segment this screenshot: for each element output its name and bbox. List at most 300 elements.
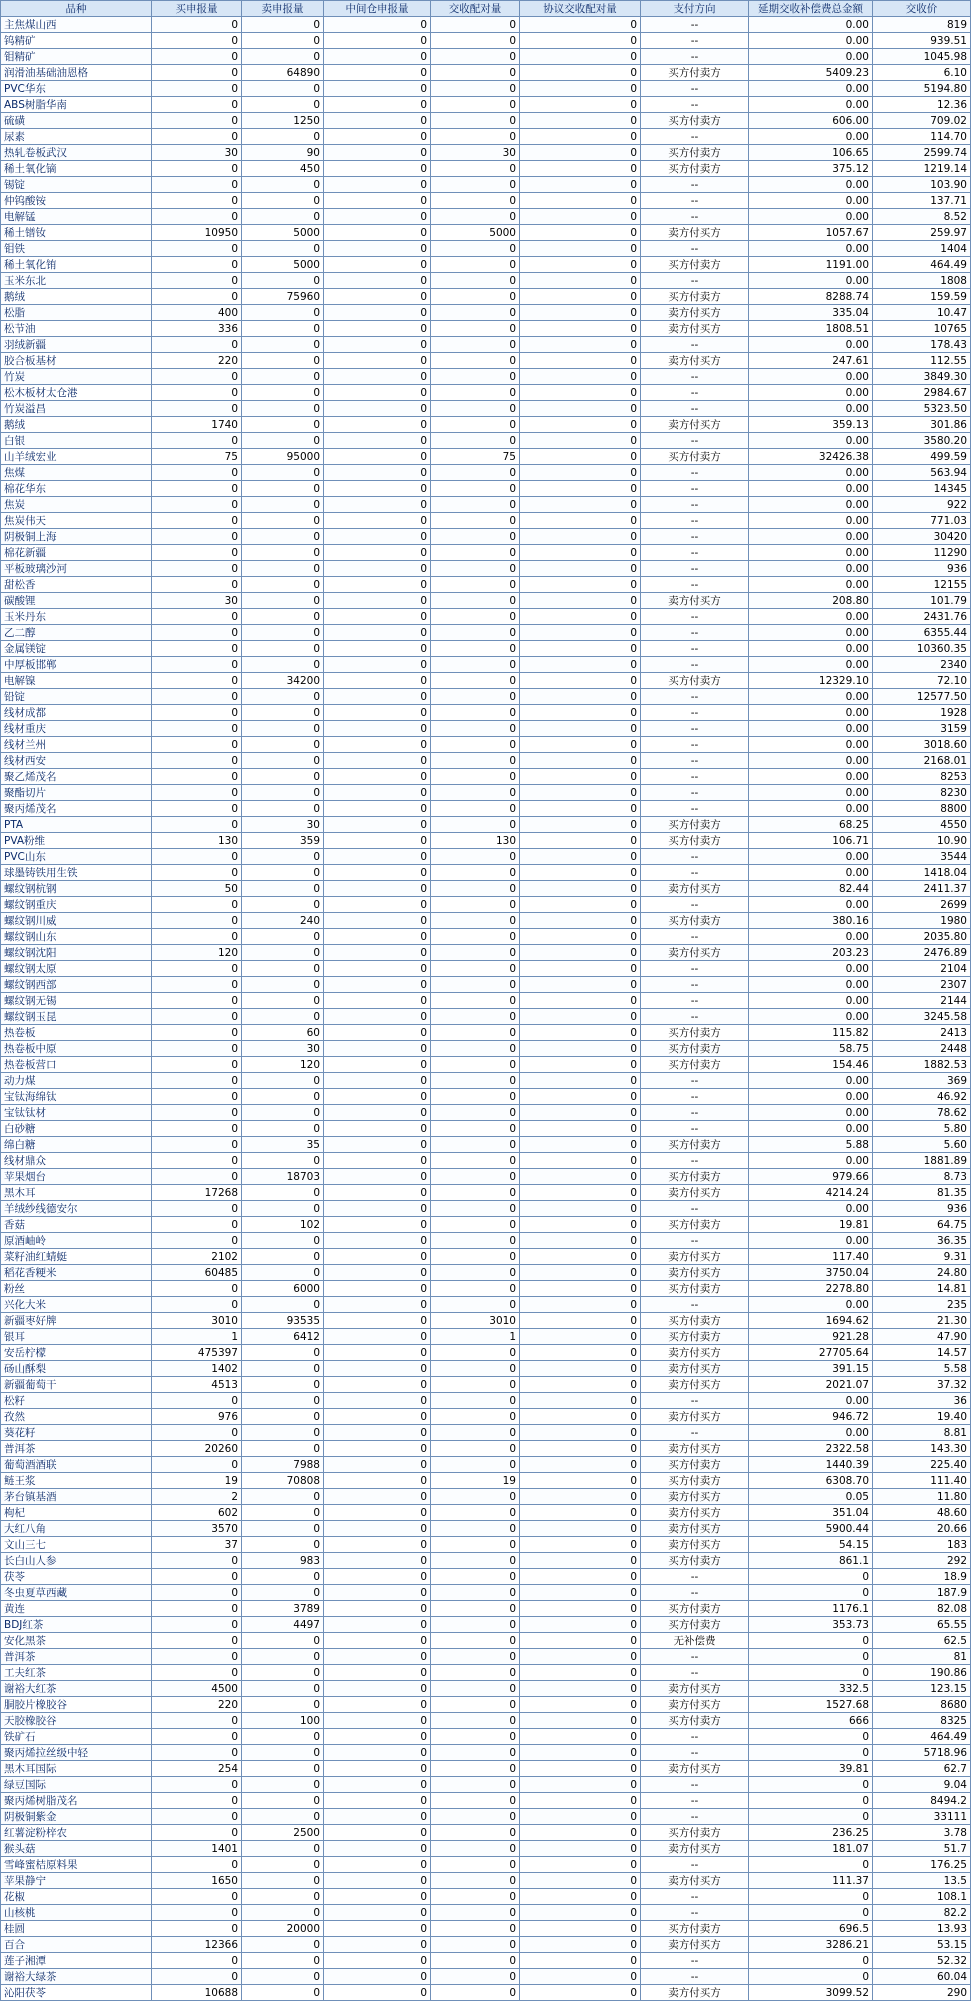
table-row[interactable] <box>1 497 971 513</box>
sell-quantity-cell: 0 <box>242 1841 324 1857</box>
table-row[interactable] <box>1 1841 971 1857</box>
sell-quantity-cell: 0 <box>242 785 324 801</box>
matched-quantity-cell: 0 <box>431 49 520 65</box>
table-row[interactable] <box>1 833 971 849</box>
agreement-matched-cell: 0 <box>520 1137 641 1153</box>
sell-quantity-cell: 0 <box>242 1441 324 1457</box>
settlement-price-cell: 8.81 <box>873 1425 971 1441</box>
matched-quantity-cell: 0 <box>431 417 520 433</box>
table-row[interactable] <box>1 1697 971 1713</box>
table-row[interactable] <box>1 1297 971 1313</box>
settlement-price-cell: 292 <box>873 1553 971 1569</box>
settlement-price-cell: 936 <box>873 561 971 577</box>
intermediate-quantity-cell: 0 <box>324 1569 431 1585</box>
table-row[interactable] <box>1 401 971 417</box>
table-row[interactable] <box>1 1425 971 1441</box>
buy-quantity-cell: 0 <box>152 1857 242 1873</box>
agreement-matched-cell: 0 <box>520 1969 641 1985</box>
table-row[interactable] <box>1 1617 971 1633</box>
table-row[interactable] <box>1 209 971 225</box>
table-row[interactable] <box>1 849 971 865</box>
table-row[interactable] <box>1 337 971 353</box>
table-row[interactable] <box>1 961 971 977</box>
sell-quantity-cell: 0 <box>242 561 324 577</box>
table-row[interactable] <box>1 257 971 273</box>
table-row[interactable] <box>1 353 971 369</box>
sell-quantity-cell: 0 <box>242 513 324 529</box>
table-row[interactable] <box>1 945 971 961</box>
agreement-matched-cell: 0 <box>520 1953 641 1969</box>
buy-quantity-cell: 220 <box>152 353 242 369</box>
table-row[interactable] <box>1 737 971 753</box>
intermediate-quantity-cell: 0 <box>324 1473 431 1489</box>
payment-direction-cell: -- <box>641 577 749 593</box>
table-row[interactable] <box>1 1793 971 1809</box>
compensation-amount-cell: 353.73 <box>749 1617 873 1633</box>
sell-quantity-cell: 240 <box>242 913 324 929</box>
variety-cell: 主焦煤山西 <box>1 17 152 33</box>
agreement-matched-cell: 0 <box>520 1249 641 1265</box>
matched-quantity-cell: 0 <box>431 1633 520 1649</box>
sell-quantity-cell: 0 <box>242 433 324 449</box>
table-row[interactable] <box>1 705 971 721</box>
table-row[interactable] <box>1 1169 971 1185</box>
settlement-price-cell: 3580.20 <box>873 433 971 449</box>
table-row[interactable] <box>1 1361 971 1377</box>
variety-cell: 稀土镨钕 <box>1 225 152 241</box>
agreement-matched-cell: 0 <box>520 385 641 401</box>
table-row[interactable] <box>1 769 971 785</box>
buy-quantity-cell: 60485 <box>152 1265 242 1281</box>
table-row[interactable] <box>1 1601 971 1617</box>
payment-direction-cell: -- <box>641 81 749 97</box>
agreement-matched-cell: 0 <box>520 1201 641 1217</box>
intermediate-quantity-cell: 0 <box>324 49 431 65</box>
settlement-price-cell: 2699 <box>873 897 971 913</box>
matched-quantity-cell: 0 <box>431 913 520 929</box>
table-row[interactable] <box>1 1233 971 1249</box>
buy-quantity-cell: 0 <box>152 513 242 529</box>
table-row[interactable] <box>1 1649 971 1665</box>
table-row[interactable] <box>1 1745 971 1761</box>
payment-direction-cell: 买方付卖方 <box>641 1921 749 1937</box>
table-row[interactable] <box>1 1265 971 1281</box>
payment-direction-cell: -- <box>641 241 749 257</box>
agreement-matched-cell: 0 <box>520 817 641 833</box>
agreement-matched-cell: 0 <box>520 1569 641 1585</box>
table-row[interactable] <box>1 321 971 337</box>
table-row[interactable] <box>1 1201 971 1217</box>
agreement-matched-cell: 0 <box>520 1777 641 1793</box>
agreement-matched-cell: 0 <box>520 1505 641 1521</box>
buy-quantity-cell: 0 <box>152 977 242 993</box>
table-row[interactable] <box>1 977 971 993</box>
table-row[interactable] <box>1 289 971 305</box>
settlement-price-cell: 8325 <box>873 1713 971 1729</box>
sell-quantity-cell: 18703 <box>242 1169 324 1185</box>
payment-direction-cell: 买方付卖方 <box>641 833 749 849</box>
agreement-matched-cell: 0 <box>520 1425 641 1441</box>
sell-quantity-cell: 1250 <box>242 113 324 129</box>
header-compensation-amount[interactable]: 延期交收补偿费总金额 <box>749 1 873 17</box>
header-variety[interactable]: 品种 <box>1 1 152 17</box>
table-row[interactable] <box>1 1569 971 1585</box>
table-row[interactable] <box>1 929 971 945</box>
table-row[interactable] <box>1 241 971 257</box>
table-row[interactable] <box>1 1825 971 1841</box>
intermediate-quantity-cell: 0 <box>324 529 431 545</box>
sell-quantity-cell: 0 <box>242 1521 324 1537</box>
header-settlement-price[interactable]: 交收价 <box>873 1 971 17</box>
payment-direction-cell: 卖方付买方 <box>641 1361 749 1377</box>
sell-quantity-cell: 0 <box>242 1185 324 1201</box>
table-row[interactable] <box>1 641 971 657</box>
payment-direction-cell: -- <box>641 1105 749 1121</box>
payment-direction-cell: -- <box>641 1425 749 1441</box>
table-row[interactable] <box>1 1281 971 1297</box>
table-row[interactable] <box>1 1921 971 1937</box>
settlement-price-cell: 46.92 <box>873 1089 971 1105</box>
table-row[interactable] <box>1 1809 971 1825</box>
table-row[interactable] <box>1 897 971 913</box>
buy-quantity-cell: 0 <box>152 1153 242 1169</box>
table-row[interactable] <box>1 1329 971 1345</box>
payment-direction-cell: -- <box>641 561 749 577</box>
table-row[interactable] <box>1 1953 971 1969</box>
compensation-amount-cell: 0.00 <box>749 657 873 673</box>
table-row[interactable] <box>1 1457 971 1473</box>
variety-cell: 阴极铜上海 <box>1 529 152 545</box>
matched-quantity-cell: 0 <box>431 897 520 913</box>
sell-quantity-cell: 0 <box>242 81 324 97</box>
sell-quantity-cell: 0 <box>242 769 324 785</box>
header-buy-quantity[interactable]: 买申报量 <box>152 1 242 17</box>
payment-direction-cell: -- <box>641 1809 749 1825</box>
settlement-price-cell: 36 <box>873 1393 971 1409</box>
variety-cell: 苹果烟台 <box>1 1169 152 1185</box>
header-intermediate-quantity[interactable]: 中间仓申报量 <box>324 1 431 17</box>
variety-cell: 聚酯切片 <box>1 785 152 801</box>
buy-quantity-cell: 0 <box>152 1025 242 1041</box>
buy-quantity-cell: 0 <box>152 545 242 561</box>
buy-quantity-cell: 0 <box>152 241 242 257</box>
table-row[interactable] <box>1 33 971 49</box>
table-row[interactable] <box>1 1377 971 1393</box>
variety-cell: 稀土氧化铕 <box>1 257 152 273</box>
sell-quantity-cell: 0 <box>242 353 324 369</box>
matched-quantity-cell: 0 <box>431 1969 520 1985</box>
buy-quantity-cell: 0 <box>152 785 242 801</box>
sell-quantity-cell: 64890 <box>242 65 324 81</box>
table-row[interactable] <box>1 465 971 481</box>
table-row[interactable] <box>1 1505 971 1521</box>
matched-quantity-cell: 0 <box>431 1201 520 1217</box>
table-row[interactable] <box>1 753 971 769</box>
table-row[interactable] <box>1 369 971 385</box>
sell-quantity-cell: 0 <box>242 593 324 609</box>
intermediate-quantity-cell: 0 <box>324 865 431 881</box>
table-row[interactable] <box>1 129 971 145</box>
matched-quantity-cell: 0 <box>431 1665 520 1681</box>
payment-direction-cell: -- <box>641 529 749 545</box>
table-row[interactable] <box>1 1521 971 1537</box>
matched-quantity-cell: 0 <box>431 1873 520 1889</box>
table-row[interactable] <box>1 481 971 497</box>
table-row[interactable] <box>1 385 971 401</box>
table-row[interactable] <box>1 1137 971 1153</box>
intermediate-quantity-cell: 0 <box>324 1649 431 1665</box>
table-row[interactable] <box>1 529 971 545</box>
compensation-amount-cell: 0.00 <box>749 433 873 449</box>
table-row[interactable] <box>1 193 971 209</box>
table-row[interactable] <box>1 81 971 97</box>
table-row[interactable] <box>1 1873 971 1889</box>
agreement-matched-cell: 0 <box>520 65 641 81</box>
intermediate-quantity-cell: 0 <box>324 961 431 977</box>
intermediate-quantity-cell: 0 <box>324 241 431 257</box>
buy-quantity-cell: 0 <box>152 1969 242 1985</box>
header-sell-quantity[interactable]: 卖申报量 <box>242 1 324 17</box>
agreement-matched-cell: 0 <box>520 465 641 481</box>
sell-quantity-cell: 0 <box>242 321 324 337</box>
table-row[interactable] <box>1 625 971 641</box>
matched-quantity-cell: 0 <box>431 481 520 497</box>
table-row[interactable] <box>1 305 971 321</box>
matched-quantity-cell: 0 <box>431 1457 520 1473</box>
variety-cell: 菜籽油红蜻蜓 <box>1 1249 152 1265</box>
header-payment-direction[interactable]: 支付方向 <box>641 1 749 17</box>
matched-quantity-cell: 0 <box>431 1137 520 1153</box>
table-row[interactable] <box>1 689 971 705</box>
table-row[interactable] <box>1 721 971 737</box>
matched-quantity-cell: 0 <box>431 273 520 289</box>
agreement-matched-cell: 0 <box>520 1537 641 1553</box>
table-row[interactable] <box>1 1633 971 1649</box>
agreement-matched-cell: 0 <box>520 257 641 273</box>
table-row[interactable] <box>1 1057 971 1073</box>
table-row[interactable] <box>1 1857 971 1873</box>
table-row[interactable] <box>1 273 971 289</box>
agreement-matched-cell: 0 <box>520 433 641 449</box>
table-row[interactable] <box>1 673 971 689</box>
variety-cell: 螺纹钢玉昆 <box>1 1009 152 1025</box>
intermediate-quantity-cell: 0 <box>324 1953 431 1969</box>
table-row[interactable] <box>1 561 971 577</box>
settlement-price-cell: 30420 <box>873 529 971 545</box>
payment-direction-cell: -- <box>641 177 749 193</box>
table-row[interactable] <box>1 225 971 241</box>
settlement-price-cell: 62.7 <box>873 1761 971 1777</box>
buy-quantity-cell: 75 <box>152 449 242 465</box>
table-row[interactable] <box>1 881 971 897</box>
table-row[interactable] <box>1 1761 971 1777</box>
table-row[interactable] <box>1 177 971 193</box>
table-row[interactable] <box>1 161 971 177</box>
variety-cell: 新疆枣好牌 <box>1 1313 152 1329</box>
table-row[interactable] <box>1 1681 971 1697</box>
table-row[interactable] <box>1 1473 971 1489</box>
sell-quantity-cell: 120 <box>242 1057 324 1073</box>
compensation-amount-cell: 0.00 <box>749 1105 873 1121</box>
table-row[interactable] <box>1 913 971 929</box>
sell-quantity-cell: 359 <box>242 833 324 849</box>
table-row[interactable] <box>1 1089 971 1105</box>
table-row[interactable] <box>1 97 971 113</box>
table-row[interactable] <box>1 1185 971 1201</box>
table-row[interactable] <box>1 1969 971 1985</box>
buy-quantity-cell: 0 <box>152 161 242 177</box>
table-row[interactable] <box>1 801 971 817</box>
variety-cell: 谢裕大红茶 <box>1 1681 152 1697</box>
buy-quantity-cell: 254 <box>152 1761 242 1777</box>
table-row[interactable] <box>1 1585 971 1601</box>
buy-quantity-cell: 1 <box>152 1329 242 1345</box>
table-row[interactable] <box>1 1713 971 1729</box>
table-row[interactable] <box>1 1249 971 1265</box>
table-row[interactable] <box>1 1889 971 1905</box>
intermediate-quantity-cell: 0 <box>324 1201 431 1217</box>
sell-quantity-cell: 0 <box>242 209 324 225</box>
settlement-price-cell: 939.51 <box>873 33 971 49</box>
variety-cell: 螺纹钢川威 <box>1 913 152 929</box>
variety-cell: 新疆葡萄干 <box>1 1377 152 1393</box>
table-row[interactable] <box>1 113 971 129</box>
matched-quantity-cell: 0 <box>431 1073 520 1089</box>
table-row[interactable] <box>1 1441 971 1457</box>
matched-quantity-cell: 0 <box>431 1921 520 1937</box>
payment-direction-cell: -- <box>641 1009 749 1025</box>
matched-quantity-cell: 0 <box>431 129 520 145</box>
matched-quantity-cell: 0 <box>431 337 520 353</box>
payment-direction-cell: 卖方付买方 <box>641 1841 749 1857</box>
compensation-amount-cell: 0.00 <box>749 129 873 145</box>
table-row[interactable] <box>1 1777 971 1793</box>
table-row[interactable] <box>1 1537 971 1553</box>
table-row[interactable] <box>1 785 971 801</box>
table-row[interactable] <box>1 1313 971 1329</box>
settlement-price-cell: 1980 <box>873 913 971 929</box>
intermediate-quantity-cell: 0 <box>324 993 431 1009</box>
table-row[interactable] <box>1 1041 971 1057</box>
table-row[interactable] <box>1 1489 971 1505</box>
matched-quantity-cell: 0 <box>431 17 520 33</box>
buy-quantity-cell: 0 <box>152 1617 242 1633</box>
variety-cell: 山羊绒宏业 <box>1 449 152 465</box>
table-row[interactable] <box>1 417 971 433</box>
intermediate-quantity-cell: 0 <box>324 609 431 625</box>
intermediate-quantity-cell: 0 <box>324 305 431 321</box>
header-agreement-matched-quantity[interactable]: 协议交收配对量 <box>520 1 641 17</box>
table-row[interactable] <box>1 1937 971 1953</box>
sell-quantity-cell: 0 <box>242 881 324 897</box>
table-row[interactable] <box>1 1073 971 1089</box>
table-row[interactable] <box>1 1009 971 1025</box>
variety-cell: 金属镁锭 <box>1 641 152 657</box>
agreement-matched-cell: 0 <box>520 1185 641 1201</box>
table-row[interactable] <box>1 17 971 33</box>
header-matched-quantity[interactable]: 交收配对量 <box>431 1 520 17</box>
table-row[interactable] <box>1 1345 971 1361</box>
matched-quantity-cell: 0 <box>431 1569 520 1585</box>
table-row[interactable] <box>1 65 971 81</box>
table-row[interactable] <box>1 49 971 65</box>
variety-cell: 安化黑茶 <box>1 1633 152 1649</box>
sell-quantity-cell: 0 <box>242 1633 324 1649</box>
variety-cell: 硫磺 <box>1 113 152 129</box>
buy-quantity-cell: 0 <box>152 33 242 49</box>
table-row[interactable] <box>1 1905 971 1921</box>
table-row[interactable] <box>1 1121 971 1137</box>
table-row[interactable] <box>1 817 971 833</box>
table-row[interactable] <box>1 577 971 593</box>
intermediate-quantity-cell: 0 <box>324 1425 431 1441</box>
table-row[interactable] <box>1 1985 971 2001</box>
matched-quantity-cell: 0 <box>431 385 520 401</box>
variety-cell: 焦炭伟天 <box>1 513 152 529</box>
payment-direction-cell: -- <box>641 993 749 1009</box>
table-row[interactable] <box>1 593 971 609</box>
table-row[interactable] <box>1 865 971 881</box>
compensation-amount-cell: 0 <box>749 1793 873 1809</box>
intermediate-quantity-cell: 0 <box>324 193 431 209</box>
table-row[interactable] <box>1 513 971 529</box>
buy-quantity-cell: 19 <box>152 1473 242 1489</box>
settlement-price-cell: 78.62 <box>873 1105 971 1121</box>
table-row[interactable] <box>1 1553 971 1569</box>
table-row[interactable] <box>1 145 971 161</box>
agreement-matched-cell: 0 <box>520 673 641 689</box>
compensation-amount-cell: 0.00 <box>749 193 873 209</box>
compensation-amount-cell: 391.15 <box>749 1361 873 1377</box>
table-row[interactable] <box>1 609 971 625</box>
table-row[interactable] <box>1 657 971 673</box>
table-row[interactable] <box>1 1217 971 1233</box>
intermediate-quantity-cell: 0 <box>324 1825 431 1841</box>
table-row[interactable] <box>1 993 971 1009</box>
table-row[interactable] <box>1 1665 971 1681</box>
table-row[interactable] <box>1 545 971 561</box>
variety-cell: 线材兰州 <box>1 737 152 753</box>
matched-quantity-cell: 0 <box>431 1345 520 1361</box>
table-row[interactable] <box>1 1153 971 1169</box>
matched-quantity-cell: 0 <box>431 929 520 945</box>
table-row[interactable] <box>1 1025 971 1041</box>
table-row[interactable] <box>1 433 971 449</box>
table-row[interactable] <box>1 1393 971 1409</box>
payment-direction-cell: -- <box>641 385 749 401</box>
table-row[interactable] <box>1 449 971 465</box>
intermediate-quantity-cell: 0 <box>324 1233 431 1249</box>
variety-cell: 线材重庆 <box>1 721 152 737</box>
payment-direction-cell: 卖方付买方 <box>641 417 749 433</box>
table-row[interactable] <box>1 1409 971 1425</box>
variety-cell: 桂圆 <box>1 1921 152 1937</box>
buy-quantity-cell: 0 <box>152 1121 242 1137</box>
matched-quantity-cell: 0 <box>431 1121 520 1137</box>
table-row[interactable] <box>1 1105 971 1121</box>
intermediate-quantity-cell: 0 <box>324 1937 431 1953</box>
matched-quantity-cell: 0 <box>431 673 520 689</box>
variety-cell: 中厚板邯郸 <box>1 657 152 673</box>
intermediate-quantity-cell: 0 <box>324 593 431 609</box>
compensation-amount-cell: 154.46 <box>749 1057 873 1073</box>
table-row[interactable] <box>1 1729 971 1745</box>
compensation-amount-cell: 0 <box>749 1569 873 1585</box>
table-body <box>1 17 971 2001</box>
matched-quantity-cell: 0 <box>431 1761 520 1777</box>
compensation-amount-cell: 0 <box>749 1905 873 1921</box>
sell-quantity-cell: 0 <box>242 945 324 961</box>
